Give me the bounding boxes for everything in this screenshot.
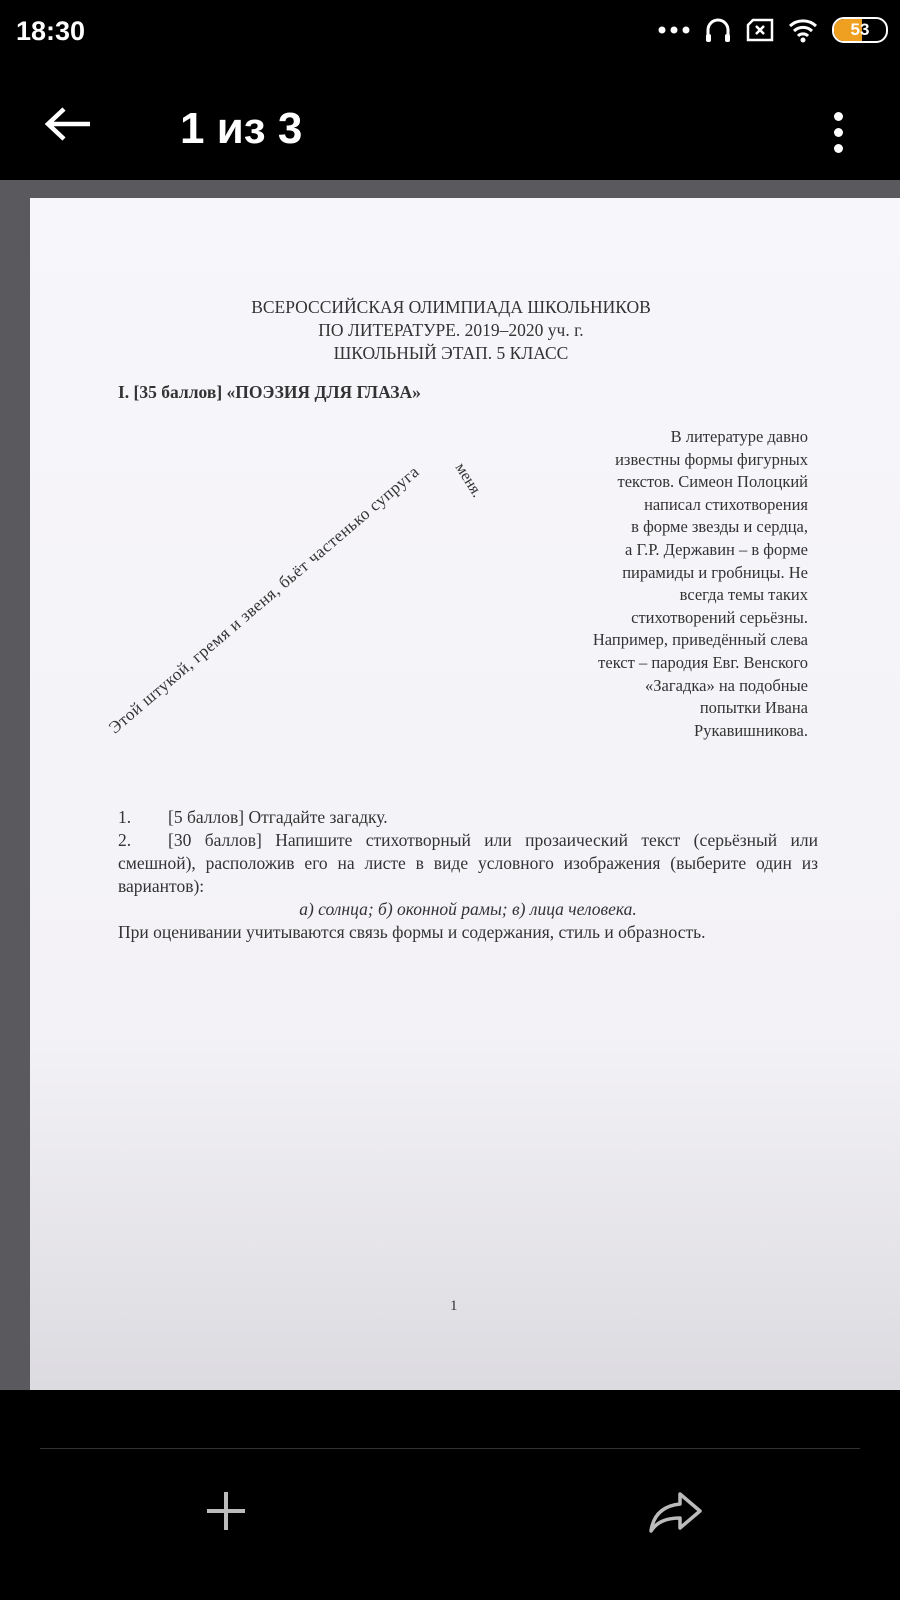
header-line: ШКОЛЬНЫЙ ЭТАП. 5 КЛАСС [333, 343, 569, 363]
side-line: Рукавишникова. [694, 720, 808, 740]
clock: 18:30 [16, 16, 86, 46]
battery-icon [832, 17, 888, 43]
header-line: ПО ЛИТЕРАТУРЕ. 2019–2020 уч. г. [318, 320, 584, 340]
task-item [118, 829, 818, 898]
status-bar [0, 0, 900, 64]
more-dots-icon [658, 25, 690, 35]
side-line: в форме звезды и сердца, [631, 517, 808, 537]
page-number: 1 [450, 1298, 458, 1314]
side-line: стихотворений серьёзны. [631, 607, 808, 627]
task-number: 2. [118, 830, 132, 850]
section-title: I. [35 баллов] «ПОЭЗИЯ ДЛЯ ГЛАЗА» [118, 382, 421, 402]
header-line: ВСЕРОССИЙСКАЯ ОЛИМПИАДА ШКОЛЬНИКОВ [251, 297, 651, 317]
side-line: пирамиды и гробницы. Не [622, 562, 808, 582]
evaluation-note: При оценивании учитываются связь формы и содержания, стиль и образность. [118, 922, 706, 942]
task-item [118, 806, 818, 829]
share-icon[interactable] [648, 1490, 704, 1534]
document-viewer[interactable] [0, 180, 900, 1390]
side-paragraph [508, 426, 808, 742]
bottom-bar [0, 1390, 900, 1600]
arrow-left-icon[interactable] [44, 106, 92, 142]
side-line: написал стихотворения [644, 494, 808, 514]
task-list [118, 806, 818, 944]
document-page [30, 198, 900, 1390]
document-header [16, 296, 886, 365]
task-text: [30 баллов] Напишите стихотворный или прозаический текст (серьёзный или смешной), расположив его на листе в виде условного изображения (выберите один из вариантов): [118, 830, 818, 896]
side-line: текст – пародия Евг. Венского [598, 652, 808, 672]
side-line: попытки Ивана [699, 698, 808, 718]
task-text: [5 баллов] Отгадайте загадку. [168, 807, 388, 827]
wifi-icon [788, 17, 818, 43]
battery-level: 53 [850, 20, 870, 39]
variants: а) солнца; б) оконной рамы; в) лица человека. [299, 899, 637, 919]
page-counter-title: 1 из 3 [180, 104, 303, 153]
headphones-icon [704, 16, 732, 44]
side-line: а Г.Р. Державин – в форме [625, 539, 808, 559]
side-line: В литературе давно [670, 427, 808, 446]
side-line: известны формы фигурных [615, 449, 808, 469]
side-line: всегда темы таких [679, 585, 808, 605]
side-line: «Загадка» на подобные [645, 675, 808, 695]
task-number: 1. [118, 807, 132, 827]
diagonal-poem-text: Этой штукой, гремя и звеня, бьёт частенько супруга [105, 461, 423, 738]
side-line: текстов. Симеон Полоцкий [617, 472, 808, 492]
no-sim-icon [746, 18, 774, 42]
more-vert-icon[interactable] [834, 112, 844, 160]
divider [40, 1448, 860, 1449]
diagonal-poem-end: меня. [451, 460, 486, 501]
app-bar [0, 64, 900, 180]
side-line: Например, приведённый слева [592, 630, 808, 650]
plus-icon[interactable] [205, 1490, 247, 1532]
